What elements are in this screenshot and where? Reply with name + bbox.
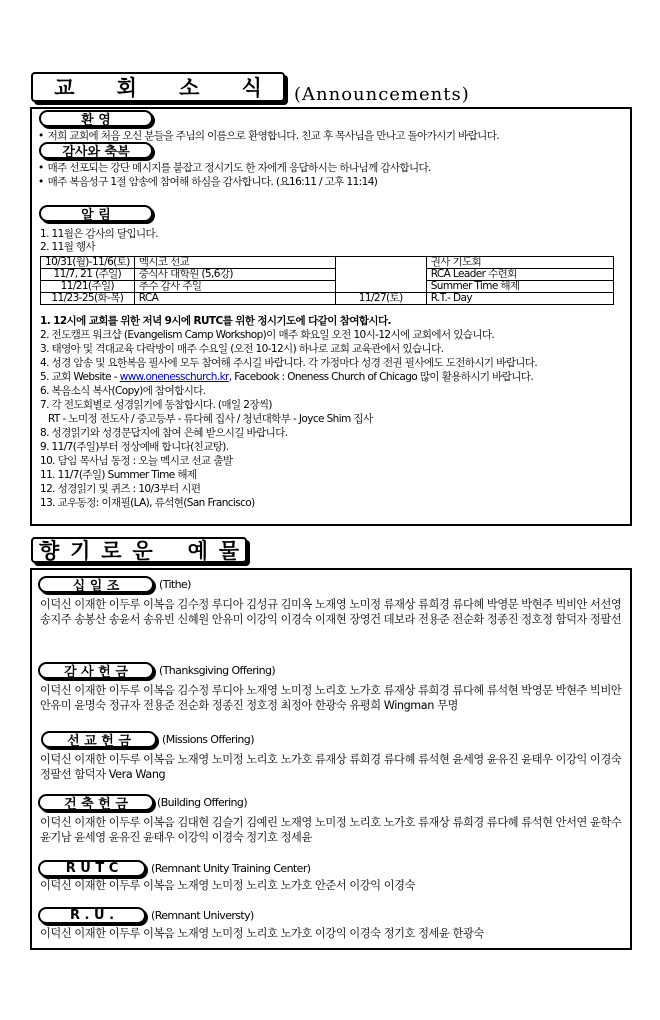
notice-item: 8. 성경읽기와 성경문답지에 참여 은혜 받으시길 바랍니다. xyxy=(40,427,288,439)
schedule-event: 중식사 대학원 (5,6강) xyxy=(134,269,335,281)
schedule-date: 11/7, 21 (주일) xyxy=(41,269,135,281)
schedule-date xyxy=(335,257,426,293)
notice-item: 4. 성경 암송 및 요한복음 필사에 모두 참여해 주시길 바랍니다. 각 가정마다 성경 전권 필사에도 도전하시기 바랍니다. xyxy=(40,357,538,369)
tithe-names: 이덕신 이재한 이두루 이복음 김수정 루디아 김성규 김미옥 노재영 노미정 류재상 류희경 류다혜 박영문 박현주 빅비안 서선영 송지주 송봉산 송윤서 송유빈 신혜원 안유미 이강익 이경숙 이재현 장영건 데보라 전용준 전순화 정종진 정호정 함덕자 정팔선 xyxy=(40,598,622,626)
table-row xyxy=(41,269,614,281)
welcome-label: 환 영 xyxy=(39,110,153,127)
notice-item: 13. 교우동정: 이재필(LA), 류석현(San Francisco) xyxy=(40,497,255,509)
notices-label: 알 림 xyxy=(39,205,153,222)
notice-item: 10. 담임 목사님 동정 : 오늘 멕시코 선교 출발 xyxy=(40,455,233,467)
ru-english: (Remnant Universty) xyxy=(151,909,254,922)
title-char: 예 xyxy=(187,539,208,563)
announcements-title-box xyxy=(31,72,285,102)
schedule-date: 11/27(토) xyxy=(335,293,426,305)
notice-item: 7. 각 전도회별로 성경읽기에 동참합시다. (매일 2장씩) xyxy=(40,399,272,411)
november-schedule-table xyxy=(40,256,614,305)
notice-intro: 1. 11월은 감사의 달입니다. xyxy=(40,228,158,240)
schedule-date: 10/31(월)-11/6(토) xyxy=(41,257,135,269)
schedule-date: 11/21(주일) xyxy=(41,281,135,293)
rutc-label: R U T C xyxy=(38,860,146,877)
rutc-english: (Remnant Unity Training Center) xyxy=(151,862,311,875)
announcements-subtitle: (Announcements) xyxy=(294,84,470,105)
notice-item: RT - 노미정 전도사 / 중고등부 - 류다혜 집사 / 청년대학부 - Joyce Shim 집사 xyxy=(48,413,373,425)
notice-intro: 2. 11월 행사 xyxy=(40,241,96,253)
schedule-event: Summer Time 해제 xyxy=(426,281,613,293)
table-row xyxy=(41,257,614,269)
notice-item: 3. 태영아 및 격대교육 다락방이 매주 수요일 (오전 10-12시) 하나로 교회 교육관에서 있습니다. xyxy=(40,343,444,355)
thanksgiving-label: 감 사 헌 금 xyxy=(38,662,154,679)
thanks-item: • 매주 복음성구 1절 암송에 참여해 하심을 감사합니다. (요16:11 / 고후 11:14) xyxy=(38,174,377,189)
thanksgiving-english: (Thanksgiving Offering) xyxy=(159,664,276,677)
thanksgiving-names: 이덕신 이재한 이두루 이복음 김수정 루디아 노재영 노미정 노리호 노가호 류재상 류희경 류다혜 류석현 박영문 박현주 빅비안 안유미 윤명숙 정규자 전용준 전순화 정종진 정호정 최정아 한광숙 유평희 Wingman 무명 xyxy=(40,684,622,712)
title-char: 향 xyxy=(39,539,60,563)
building-english: (Building Offering) xyxy=(157,796,248,809)
title-char: 기 xyxy=(70,539,91,563)
title-char: 회 xyxy=(116,76,137,100)
notice-item: 12. 성경읽기 및 퀴즈 : 10/3부터 시편 xyxy=(40,483,201,495)
schedule-event: RCA xyxy=(134,293,335,305)
building-label: 건 축 헌 금 xyxy=(38,794,154,811)
notice-item: 1. 12시에 교회를 위한 저녁 9시에 RUTC를 위한 정시기도에 다같이 참여합시다. xyxy=(40,315,391,327)
welcome-item: • 저희 교회에 처음 오신 분들을 주님의 이름으로 환영합니다. 친교 후 목사님을 만나고 돌아가시기 바랍니다. xyxy=(38,128,499,143)
title-char: 로 xyxy=(101,539,122,563)
building-names: 이덕신 이재한 이두루 이복음 김대현 김슬기 김예린 노재영 노미정 노리호 노가호 류재상 류희경 류다혜 류석현 안서연 윤학수 윤기남 윤세영 윤유진 윤태우 이강익 이경숙 정기호 정세윤 xyxy=(40,816,622,844)
ru-label: R . U . xyxy=(38,907,146,924)
notice-item: 9. 11/7(주일)부터 정상예배 합니다(친교탕). xyxy=(40,441,229,453)
schedule-date: 11/23-25(화-목) xyxy=(41,293,135,305)
table-row xyxy=(41,281,614,293)
thanks-label: 감사와 축복 xyxy=(39,142,153,159)
schedule-event: 권사 기도회 xyxy=(426,257,613,269)
notice-item-website: 5. 교회 Website - www.onenesschurch.kr, Facebook : Oneness Church of Chicago 많이 활용하시기 바랍니다. xyxy=(40,371,534,383)
website-link[interactable]: www.onenesschurch.kr xyxy=(119,371,229,383)
ru-names: 이덕신 이재한 이두루 이복음 노재영 노미정 노리호 노가호 이강익 이경숙 정기호 정세윤 한광숙 xyxy=(40,927,484,940)
title-char: 운 xyxy=(132,539,153,563)
notice-item: 11. 11/7(주일) Summer Time 해제 xyxy=(40,469,197,481)
tithe-english: (Tithe) xyxy=(159,578,191,591)
schedule-event: 멕시코 선교 xyxy=(134,257,335,269)
title-char: 물 xyxy=(218,539,239,563)
notice-item: 6. 복음소식 복사(Copy)에 참여합시다. xyxy=(40,385,206,397)
schedule-event: 추수 감사 주일 xyxy=(134,281,335,293)
schedule-event: RCA Leader 수련회 xyxy=(426,269,613,281)
missions-label: 선 교 헌 금 xyxy=(41,731,157,748)
missions-names: 이덕신 이재한 이두루 이복음 노재영 노미정 노리호 노가호 류재상 류희경 류다혜 류석현 윤세영 윤유진 윤태우 이강익 이경숙 정팔선 함덕자 Vera Wang xyxy=(40,753,622,781)
schedule-event: R.T.- Day xyxy=(426,293,613,305)
title-char: 식 xyxy=(241,76,262,100)
tithe-label: 십 일 조 xyxy=(38,576,154,593)
missions-english: (Missions Offering) xyxy=(162,733,254,746)
rutc-names: 이덕신 이재한 이두루 이복음 노재영 노미정 노리호 노가호 안준서 이강익 이경숙 xyxy=(40,879,415,892)
title-char: 교 xyxy=(54,76,75,100)
table-row xyxy=(41,293,614,305)
offerings-title-box xyxy=(31,537,247,563)
thanks-item: • 매주 선포되는 강단 메시지를 붙잡고 정시기도 한 자에게 응답하시는 하나님께 감사합니다. xyxy=(38,160,431,175)
title-char: 소 xyxy=(179,76,200,100)
notice-item: 2. 전도캠프 워크샵 (Evangelism Camp Workshop)이 매주 화요일 오전 10시-12시에 교회에서 있습니다. xyxy=(40,329,495,341)
